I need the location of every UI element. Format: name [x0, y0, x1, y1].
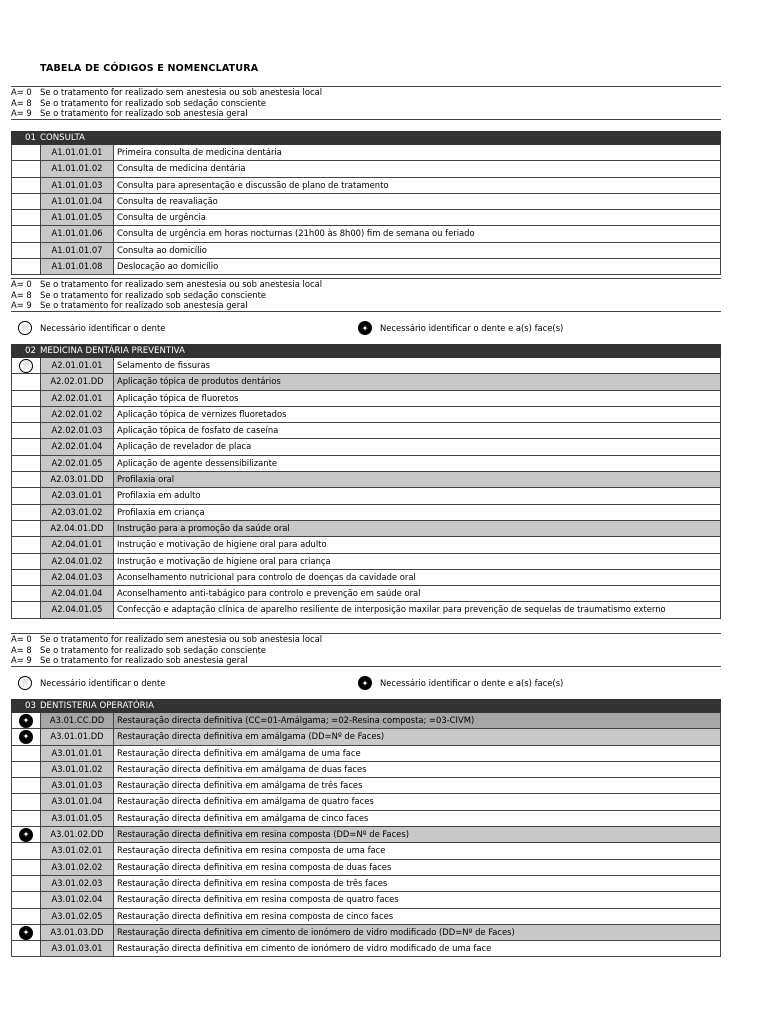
table-row[interactable]: A2.03.01.02 Profilaxia em criança: [11, 505, 721, 521]
legend-row: A= 8 Se o tratamento for realizado sob sedação consciente: [11, 289, 267, 300]
table-row[interactable]: A1.01.01.02 Consulta de medicina dentária: [11, 161, 721, 177]
table-row[interactable]: A2.04.01.04 Aconselhamento anti-tabágico para controlo e prevenção em saúde oral: [11, 586, 721, 602]
table-row[interactable]: A3.01.02.01 Restauração directa definitiva em resina composta de uma face: [11, 843, 721, 859]
table-row[interactable]: A3.01.02.04 Restauração directa definitiva em resina composta de quatro faces: [11, 892, 721, 908]
table-row[interactable]: ✦ A3.01.01.DD Restauração directa definitiva em amálgama (DD=Nº de Faces): [11, 729, 721, 745]
page-title: TABELA DE CÓDIGOS E NOMENCLATURA: [40, 63, 259, 74]
table-row[interactable]: ✦ A3.01.02.DD Restauração directa definitiva em resina composta (DD=Nº de Faces): [11, 827, 721, 843]
anesthesia-legend: [11, 633, 721, 667]
table-row[interactable]: A2.02.01.04 Aplicação de revelador de placa: [11, 439, 721, 455]
tooth-icon: 🦷: [18, 676, 32, 690]
table-row[interactable]: A3.01.03.01 Restauração directa definitiva em cimento de ionómero de vidro modificado de uma face: [11, 941, 721, 957]
legend-row: A= 0 Se o tratamento for realizado sem anestesia ou sob anestesia local: [11, 279, 323, 289]
table-row[interactable]: A2.02.01.01 Aplicação tópica de fluoretos: [11, 391, 721, 407]
legend-row: A= 9 Se o tratamento for realizado sob anestesia geral: [11, 108, 248, 118]
table-row[interactable]: A2.04.01.02 Instrução e motivação de higiene oral para criança: [11, 554, 721, 570]
note-tooth-face: ✦ Necessário identificar o dente e a(s) face(s): [358, 676, 563, 690]
section-header: 03 DENTISTERIA OPERATÓRIA: [11, 699, 721, 713]
note-tooth: 🦷 Necessário identificar o dente: [18, 676, 165, 690]
icon-notes: [18, 676, 718, 692]
table-row[interactable]: A3.01.01.03 Restauração directa definitiva em amálgama de três faces: [11, 778, 721, 794]
tooth-face-icon: ✦: [19, 730, 33, 744]
anesthesia-legend: [11, 278, 721, 312]
table-row[interactable]: A1.01.01.08 Deslocação ao domicílio: [11, 259, 721, 275]
legend-row: A= 9 Se o tratamento for realizado sob anestesia geral: [11, 655, 248, 665]
table-row[interactable]: A3.01.02.03 Restauração directa definitiva em resina composta de três faces: [11, 876, 721, 892]
table-row[interactable]: A2.02.01.05 Aplicação de agente dessensibilizante: [11, 456, 721, 472]
note-tooth-face: ✦ Necessário identificar o dente e a(s) face(s): [358, 321, 563, 335]
legend-row: A= 0 Se o tratamento for realizado sem anestesia ou sob anestesia local: [11, 634, 323, 644]
table-row[interactable]: A1.01.01.07 Consulta ao domicílio: [11, 243, 721, 259]
table-row[interactable]: 🦷 A2.01.01.01 Selamento de fissuras: [11, 358, 721, 374]
tooth-face-icon: ✦: [358, 676, 372, 690]
table-row[interactable]: ✦ A3.01.CC.DD Restauração directa definitiva (CC=01-Amálgama; =02-Resina composta; =03-CIVM): [11, 713, 721, 729]
table-row[interactable]: A2.04.01.01 Instrução e motivação de higiene oral para adulto: [11, 537, 721, 553]
tooth-face-icon: ✦: [19, 714, 33, 728]
table-row[interactable]: A1.01.01.04 Consulta de reavaliação: [11, 194, 721, 210]
table-row[interactable]: A2.02.01.03 Aplicação tópica de fosfato de caseína: [11, 423, 721, 439]
table-row[interactable]: A2.02.01.02 Aplicação tópica de vernizes fluoretados: [11, 407, 721, 423]
table-row[interactable]: A2.04.01.03 Aconselhamento nutricional para controlo de doenças da cavidade oral: [11, 570, 721, 586]
table-row[interactable]: A1.01.01.01 Primeira consulta de medicina dentária: [11, 145, 721, 161]
tooth-icon: 🦷: [19, 359, 33, 373]
table-row[interactable]: A1.01.01.03 Consulta para apresentação e discussão de plano de tratamento: [11, 178, 721, 194]
table-row[interactable]: A2.03.01.01 Profilaxia em adulto: [11, 488, 721, 504]
section-header: 02 MEDICINA DENTÁRIA PREVENTIVA: [11, 344, 721, 358]
legend-row: A= 8 Se o tratamento for realizado sob sedação consciente: [11, 97, 267, 108]
table-row[interactable]: A3.01.01.02 Restauração directa definitiva em amálgama de duas faces: [11, 762, 721, 778]
table-row[interactable]: A3.01.01.05 Restauração directa definitiva em amálgama de cinco faces: [11, 811, 721, 827]
legend-row: A= 0 Se o tratamento for realizado sem anestesia ou sob anestesia local: [11, 87, 323, 97]
table-row[interactable]: A2.02.01.DD Aplicação tópica de produtos dentários: [11, 374, 721, 390]
tooth-face-icon: ✦: [358, 321, 372, 335]
tooth-face-icon: ✦: [19, 828, 33, 842]
table-row[interactable]: A3.01.01.04 Restauração directa definitiva em amálgama de quatro faces: [11, 794, 721, 810]
section-medicina-preventiva: [11, 344, 721, 619]
legend-row: A= 9 Se o tratamento for realizado sob anestesia geral: [11, 300, 248, 310]
tooth-icon: 🦷: [18, 321, 32, 335]
section-dentisteria-operatoria: [11, 699, 721, 957]
table-row[interactable]: A1.01.01.06 Consulta de urgência em horas nocturnas (21h00 às 8h00) fim de semana ou feriado: [11, 226, 721, 242]
table-row[interactable]: A2.04.01.DD Instrução para a promoção da saúde oral: [11, 521, 721, 537]
tooth-face-icon: ✦: [19, 926, 33, 940]
anesthesia-legend: [11, 86, 721, 120]
table-row[interactable]: A3.01.02.02 Restauração directa definitiva em resina composta de duas faces: [11, 860, 721, 876]
table-row[interactable]: A1.01.01.05 Consulta de urgência: [11, 210, 721, 226]
section-consulta: [11, 131, 721, 275]
table-row[interactable]: A3.01.01.01 Restauração directa definitiva em amálgama de uma face: [11, 746, 721, 762]
note-tooth: 🦷 Necessário identificar o dente: [18, 321, 165, 335]
legend-row: A= 8 Se o tratamento for realizado sob sedação consciente: [11, 644, 267, 655]
table-row[interactable]: A3.01.02.05 Restauração directa definitiva em resina composta de cinco faces: [11, 909, 721, 925]
section-header: 01 CONSULTA: [11, 131, 721, 145]
table-row[interactable]: ✦ A3.01.03.DD Restauração directa definitiva em cimento de ionómero de vidro modificado (DD=Nº de Faces): [11, 925, 721, 941]
table-row[interactable]: A2.03.01.DD Profilaxia oral: [11, 472, 721, 488]
table-row[interactable]: A2.04.01.05 Confecção e adaptação clínica de aparelho resiliente de interposição maxilar para prevenção de sequelas de traumatismo externo: [11, 602, 721, 618]
icon-notes: [18, 321, 718, 337]
